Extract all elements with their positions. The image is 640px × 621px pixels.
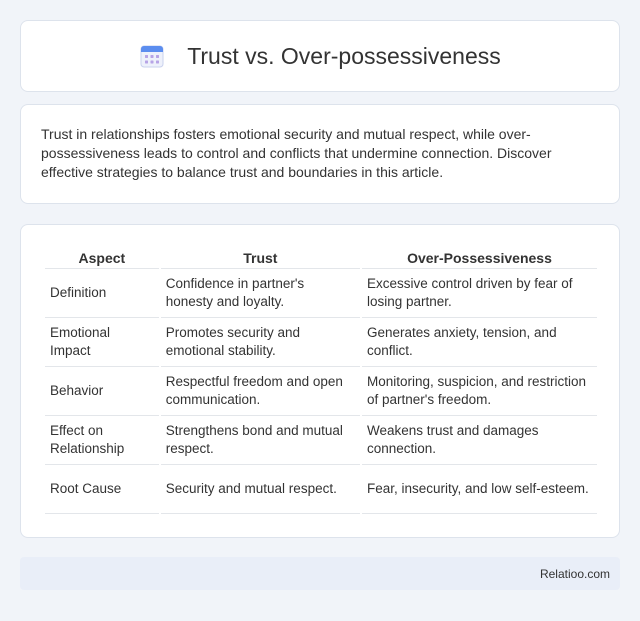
table-row	[45, 318, 597, 367]
table-row	[45, 465, 597, 514]
intro-card	[20, 104, 620, 204]
footer-site-link[interactable]: Relatioo.com	[539, 566, 610, 581]
title-card	[20, 20, 620, 92]
intro-text: Trust in relationships fosters emotional security and mutual respect, while over-possessiveness leads to control and conflicts that undermine connection. Discover effective strategies to balance trust and boundaries in this article.	[41, 126, 552, 180]
table-row	[45, 367, 597, 416]
row-trust: Confidence in partner's honesty and loyalty.	[161, 269, 360, 318]
header-trust: Trust	[161, 245, 360, 269]
table-row	[45, 416, 597, 465]
row-aspect: Definition	[45, 269, 159, 318]
row-trust: Promotes security and emotional stability.	[161, 318, 360, 367]
header-aspect: Aspect	[45, 245, 159, 269]
header-over-possessiveness: Over-Possessiveness	[362, 245, 597, 269]
row-aspect: Behavior	[45, 367, 159, 416]
page-title: Trust vs. Over-possessiveness	[187, 42, 501, 69]
comparison-card	[20, 224, 620, 538]
row-aspect: Emotional Impact	[45, 318, 159, 367]
comparison-table	[43, 245, 599, 514]
row-aspect: Root Cause	[45, 465, 159, 514]
calendar-icon	[139, 43, 165, 69]
row-trust: Security and mutual respect.	[161, 465, 360, 514]
table-header-row	[45, 245, 597, 269]
row-over-possessiveness: Monitoring, suspicion, and restriction of partner's freedom.	[362, 367, 597, 416]
row-aspect: Effect on Relationship	[45, 416, 159, 465]
table-row	[45, 269, 597, 318]
row-trust: Strengthens bond and mutual respect.	[161, 416, 360, 465]
row-over-possessiveness: Excessive control driven by fear of losing partner.	[362, 269, 597, 318]
row-trust: Respectful freedom and open communication.	[161, 367, 360, 416]
row-over-possessiveness: Fear, insecurity, and low self-esteem.	[362, 465, 597, 514]
footer	[20, 557, 620, 590]
row-over-possessiveness: Generates anxiety, tension, and conflict.	[362, 318, 597, 367]
row-over-possessiveness: Weakens trust and damages connection.	[362, 416, 597, 465]
